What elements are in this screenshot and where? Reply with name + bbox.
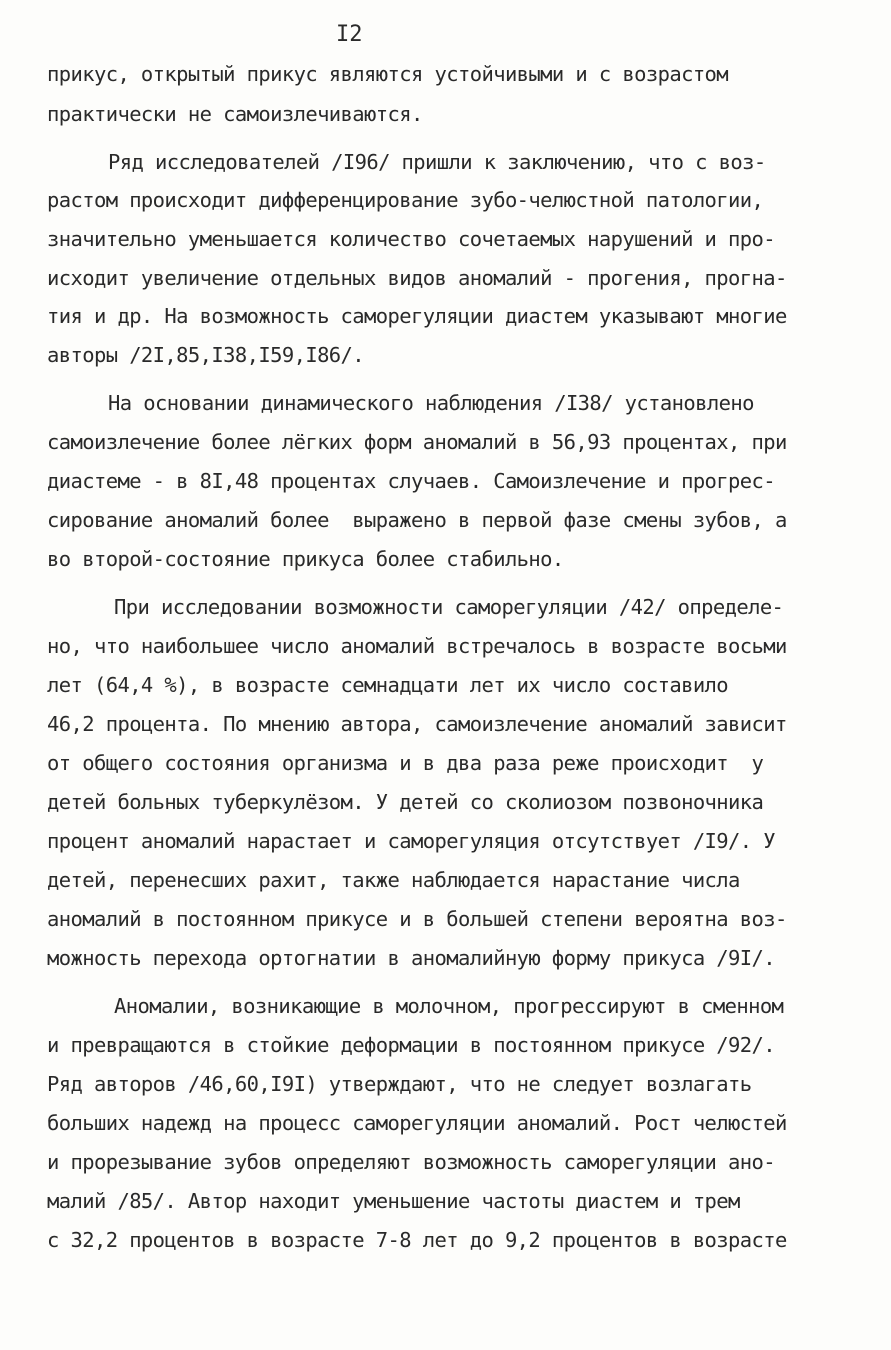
text-line: диастеме - в 8I,48 процентах случаев. Самоизлечение и прогрес- <box>47 469 776 493</box>
text-line: во второй-состояние прикуса более стабильно. <box>47 547 564 571</box>
text-line: практически не самоизлечиваются. <box>47 102 423 126</box>
text-line: значительно уменьшается количество сочетаемых нарушений и про- <box>47 227 776 251</box>
text-line: с 32,2 процентов в возрасте 7-8 лет до 9,2 процентов в возрасте <box>47 1228 787 1252</box>
text-line: и превращаются в стойкие деформации в постоянном прикусе /92/. <box>47 1033 776 1057</box>
text-line: лет (64,4 %), в возрасте семнадцати лет их число составило <box>47 673 729 697</box>
text-line: авторы /2I,85,I38,I59,I86/. <box>47 343 365 367</box>
text-line: детей, перенесших рахит, также наблюдается нарастание числа <box>47 868 740 892</box>
text-line: но, что наибольшее число аномалий встречалось в возрасте восьми <box>47 634 787 658</box>
text-line: На основании динамического наблюдения /I38/ установлено <box>108 391 754 415</box>
text-line: растом происходит дифференцирование зубо-челюстной патологии, <box>47 188 764 212</box>
text-line: тия и др. На возможность саморегуляции диастем указывают многие <box>47 304 787 328</box>
text-line: самоизлечение более лёгких форм аномалий в 56,93 процентах, при <box>47 430 787 454</box>
text-line: можность перехода ортогнатии в аномалийную форму прикуса /9I/. <box>47 946 776 970</box>
text-line: больших надежд на процесс саморегуляции аномалий. Рост челюстей <box>47 1111 787 1135</box>
text-line: процент аномалий нарастает и саморегуляция отсутствует /I9/. У <box>47 829 776 853</box>
text-line: При исследовании возможности саморегуляции /42/ определе- <box>114 595 784 619</box>
text-line: детей больных туберкулёзом. У детей со сколиозом позвоночника <box>47 790 764 814</box>
text-line: аномалий в постоянном прикусе и в большей степени вероятна воз- <box>47 907 787 931</box>
page-number: I2 <box>336 22 363 47</box>
text-line: от общего состояния организма и в два раза реже происходит у <box>47 751 764 775</box>
text-line: исходит увеличение отдельных видов аномалий - прогения, прогна- <box>47 266 787 290</box>
text-line: Ряд исследователей /I96/ пришли к заключению, что с воз- <box>108 150 766 174</box>
text-line: 46,2 процента. По мнению автора, самоизлечение аномалий зависит <box>47 712 787 736</box>
text-line: и прорезывание зубов определяют возможность саморегуляции ано- <box>47 1150 776 1174</box>
text-line: Аномалии, возникающие в молочном, прогрессируют в сменном <box>114 994 784 1018</box>
text-line: малий /85/. Автор находит уменьшение частоты диастем и трем <box>47 1189 740 1213</box>
text-line: Ряд авторов /46,60,I9I) утверждают, что не следует возлагать <box>47 1072 752 1096</box>
text-line: сирование аномалий более выражено в первой фазе смены зубов, а <box>47 508 787 532</box>
text-line: прикус, открытый прикус являются устойчивыми и с возрастом <box>47 62 729 86</box>
